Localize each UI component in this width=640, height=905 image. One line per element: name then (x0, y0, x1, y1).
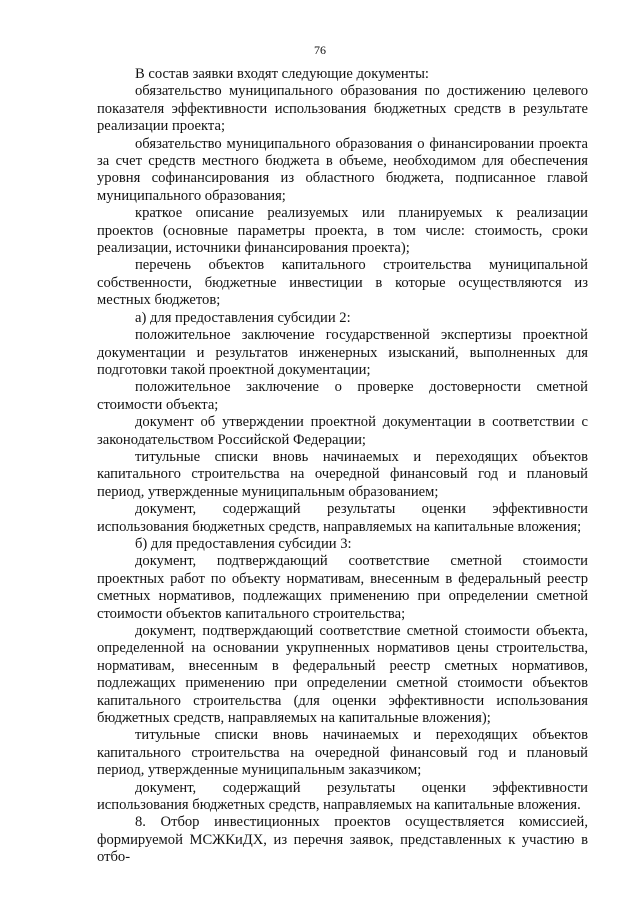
paragraph-subsidy-3-heading: б) для предоставления субсидии 3: (135, 535, 352, 552)
paragraph-efficiency-assessment-3: документ, содержащий результаты оценки эффективности использования бюджетных средств, направляемых на капитальные вложения. (97, 779, 588, 814)
paragraph-selection-point-8: 8. Отбор инвестиционных проектов осуществляется комиссией, формируемой МСЖКиДХ, из перечня заявок, представленных к участию в отбо- (97, 814, 588, 866)
paragraph-title-lists-municipality: титульные списки вновь начинаемых и переходящих объектов капитального строительства на очередной финансовый год и плановый период, утвержденные муниципальным образованием; (97, 448, 588, 500)
page-number: 76 (314, 43, 326, 57)
paragraph-design-works-estimate: документ, подтверждающий соответствие сметной стоимости проектных работ по объекту нормативам, внесенным в федеральный реестр сметных нормативов, подлежащих применению при определении сметной стоимости объектов капитального строительства; (97, 553, 588, 622)
paragraph-efficiency-assessment-2: документ, содержащий результаты оценки эффективности использования бюджетных средств, направляемых на капитальные вложения; (97, 501, 588, 535)
paragraph-object-estimate: документ, подтверждающий соответствие сметной стоимости объекта, определенной на основании укрупненных нормативов цены строительства, нормативам, внесенным в федеральный реестр сметных нормативов, подлежащих применению при определении сметной стоимости объектов капитального строительства (для оценки эффективности использования бюджетных средств, направляемых на капитальные вложения); (97, 623, 588, 727)
paragraph-subsidy-2-heading: а) для предоставления субсидии 2: (135, 309, 351, 326)
paragraph-title-lists-customer: титульные списки вновь начинаемых и переходящих объектов капитального строительства на очередной финансовый год и плановый период, утвержденные муниципальным заказчиком; (97, 727, 588, 779)
paragraph-obligation-target: обязательство муниципального образования по достижению целевого показателя эффективности использования бюджетных средств в результате реализации проекта; (97, 83, 588, 135)
paragraph-state-expertise: положительное заключение государственной экспертизы проектной документации и результатов инженерных изысканий, выполненных для подготовки такой проектной документации; (97, 327, 588, 378)
paragraph-objects-list: перечень объектов капитального строительства муниципальной собственности, бюджетные инвестиции в которые осуществляются из местных бюджетов; (97, 257, 588, 309)
paragraph-estimate-check: положительное заключение о проверке достоверности сметной стоимости объекта; (97, 379, 588, 413)
paragraph-intro: В состав заявки входят следующие документы: (135, 66, 429, 82)
paragraph-approval-document: документ об утверждении проектной документации в соответствии с законодательством Российской Федерации; (97, 414, 588, 448)
paragraph-project-description: краткое описание реализуемых или планируемых к реализации проектов (основные параметры проекта, в том числе: стоимость, сроки реализации, источники финансирования проекта); (97, 205, 588, 257)
paragraph-obligation-financing: обязательство муниципального образования о финансировании проекта за счет средств местного бюджета в объеме, необходимом для обеспечения уровня софинансирования из областного бюджета, подписанное главой муниципального образования; (97, 135, 588, 204)
document-body (97, 66, 588, 867)
